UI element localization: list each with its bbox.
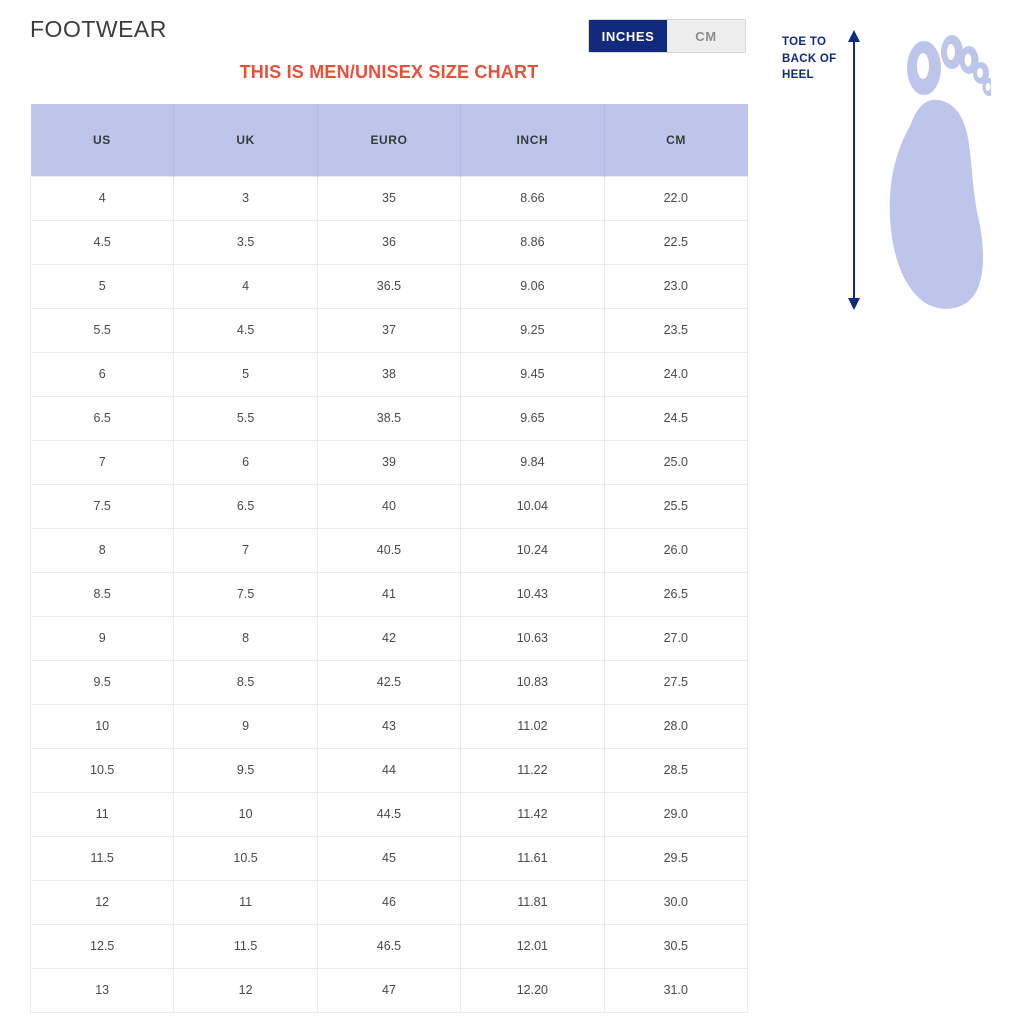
table-row [31,352,748,396]
cell-us: 13 [31,968,174,1012]
cell-euro: 40.5 [317,528,460,572]
cell-euro: 35 [317,176,460,220]
unit-toggle[interactable] [588,19,746,53]
cell-euro: 40 [317,484,460,528]
table-row [31,616,748,660]
cell-us: 5.5 [31,308,174,352]
cell-inch: 11.81 [461,880,604,924]
cell-euro: 47 [317,968,460,1012]
cell-cm: 25.0 [604,440,747,484]
table-row [31,704,748,748]
table-row [31,484,748,528]
cell-cm: 28.0 [604,704,747,748]
cell-inch: 9.06 [461,264,604,308]
size-table [30,104,748,1013]
size-table-container [30,104,748,1013]
cell-inch: 12.20 [461,968,604,1012]
cell-uk: 12 [174,968,317,1012]
table-header-row [31,104,748,176]
foot-label-line-2: BACK OF [782,52,837,65]
cell-cm: 25.5 [604,484,747,528]
cell-euro: 38.5 [317,396,460,440]
cell-us: 8.5 [31,572,174,616]
cell-euro: 46 [317,880,460,924]
cell-euro: 45 [317,836,460,880]
column-header-uk: UK [174,104,317,176]
cell-inch: 8.66 [461,176,604,220]
cell-euro: 37 [317,308,460,352]
cell-cm: 22.5 [604,220,747,264]
cell-us: 7.5 [31,484,174,528]
cell-cm: 27.5 [604,660,747,704]
table-row [31,264,748,308]
cell-cm: 22.0 [604,176,747,220]
column-header-inch: INCH [461,104,604,176]
table-row [31,836,748,880]
cell-inch: 10.24 [461,528,604,572]
chart-subtitle: THIS IS MEN/UNISEX SIZE CHART [239,62,539,82]
cell-uk: 11.5 [174,924,317,968]
cell-us: 12 [31,880,174,924]
cell-cm: 29.0 [604,792,747,836]
cell-cm: 27.0 [604,616,747,660]
cell-uk: 7 [174,528,317,572]
table-row [31,792,748,836]
cell-euro: 43 [317,704,460,748]
cell-cm: 23.5 [604,308,747,352]
cell-inch: 11.61 [461,836,604,880]
unit-toggle-inches[interactable]: INCHES [589,20,667,52]
cell-uk: 4 [174,264,317,308]
cell-uk: 5 [174,352,317,396]
cell-us: 7 [31,440,174,484]
cell-euro: 46.5 [317,924,460,968]
cell-cm: 26.5 [604,572,747,616]
cell-cm: 30.0 [604,880,747,924]
table-row [31,440,748,484]
cell-us: 8 [31,528,174,572]
cell-cm: 24.5 [604,396,747,440]
cell-euro: 38 [317,352,460,396]
cell-us: 4 [31,176,174,220]
cell-inch: 9.65 [461,396,604,440]
table-row [31,748,748,792]
cell-euro: 36.5 [317,264,460,308]
column-header-us: US [31,104,174,176]
cell-uk: 9 [174,704,317,748]
cell-uk: 10.5 [174,836,317,880]
cell-cm: 23.0 [604,264,747,308]
cell-inch: 10.63 [461,616,604,660]
cell-inch: 11.42 [461,792,604,836]
column-header-cm: CM [604,104,747,176]
cell-uk: 8.5 [174,660,317,704]
table-row [31,660,748,704]
cell-inch: 11.02 [461,704,604,748]
page-title: FOOTWEAR [30,16,167,42]
cell-us: 10.5 [31,748,174,792]
cell-uk: 4.5 [174,308,317,352]
cell-inch: 9.45 [461,352,604,396]
size-table-body [31,176,748,1012]
unit-toggle-cm[interactable]: CM [667,20,745,52]
cell-euro: 44.5 [317,792,460,836]
cell-uk: 6 [174,440,317,484]
cell-uk: 11 [174,880,317,924]
cell-euro: 36 [317,220,460,264]
table-row [31,968,748,1012]
cell-euro: 41 [317,572,460,616]
cell-inch: 8.86 [461,220,604,264]
cell-cm: 24.0 [604,352,747,396]
cell-euro: 42.5 [317,660,460,704]
cell-inch: 10.04 [461,484,604,528]
table-row [31,308,748,352]
cell-uk: 6.5 [174,484,317,528]
table-row [31,880,748,924]
cell-us: 12.5 [31,924,174,968]
table-row [31,220,748,264]
cell-uk: 9.5 [174,748,317,792]
cell-inch: 11.22 [461,748,604,792]
cell-uk: 7.5 [174,572,317,616]
cell-euro: 42 [317,616,460,660]
table-row [31,572,748,616]
foot-sole-icon [866,30,991,320]
cell-us: 6.5 [31,396,174,440]
double-arrow-vertical-icon [842,30,866,310]
cell-us: 9.5 [31,660,174,704]
cell-inch: 10.43 [461,572,604,616]
table-row [31,176,748,220]
cell-us: 9 [31,616,174,660]
cell-cm: 26.0 [604,528,747,572]
cell-uk: 3.5 [174,220,317,264]
cell-inch: 9.25 [461,308,604,352]
foot-diagram [780,24,1010,324]
cell-uk: 8 [174,616,317,660]
cell-cm: 31.0 [604,968,747,1012]
cell-cm: 28.5 [604,748,747,792]
cell-uk: 3 [174,176,317,220]
cell-uk: 10 [174,792,317,836]
cell-us: 4.5 [31,220,174,264]
cell-cm: 29.5 [604,836,747,880]
table-row [31,924,748,968]
table-row [31,528,748,572]
cell-cm: 30.5 [604,924,747,968]
foot-label-line-1: TOE TO [782,36,827,48]
cell-inch: 10.83 [461,660,604,704]
cell-us: 11 [31,792,174,836]
foot-label-line-3: HEEL [782,69,814,82]
cell-us: 6 [31,352,174,396]
cell-inch: 12.01 [461,924,604,968]
size-table-head [31,104,748,176]
cell-euro: 39 [317,440,460,484]
cell-us: 10 [31,704,174,748]
foot-measure-label [782,34,837,84]
cell-euro: 44 [317,748,460,792]
cell-us: 11.5 [31,836,174,880]
cell-us: 5 [31,264,174,308]
column-header-euro: EURO [317,104,460,176]
cell-inch: 9.84 [461,440,604,484]
table-row [31,396,748,440]
cell-uk: 5.5 [174,396,317,440]
